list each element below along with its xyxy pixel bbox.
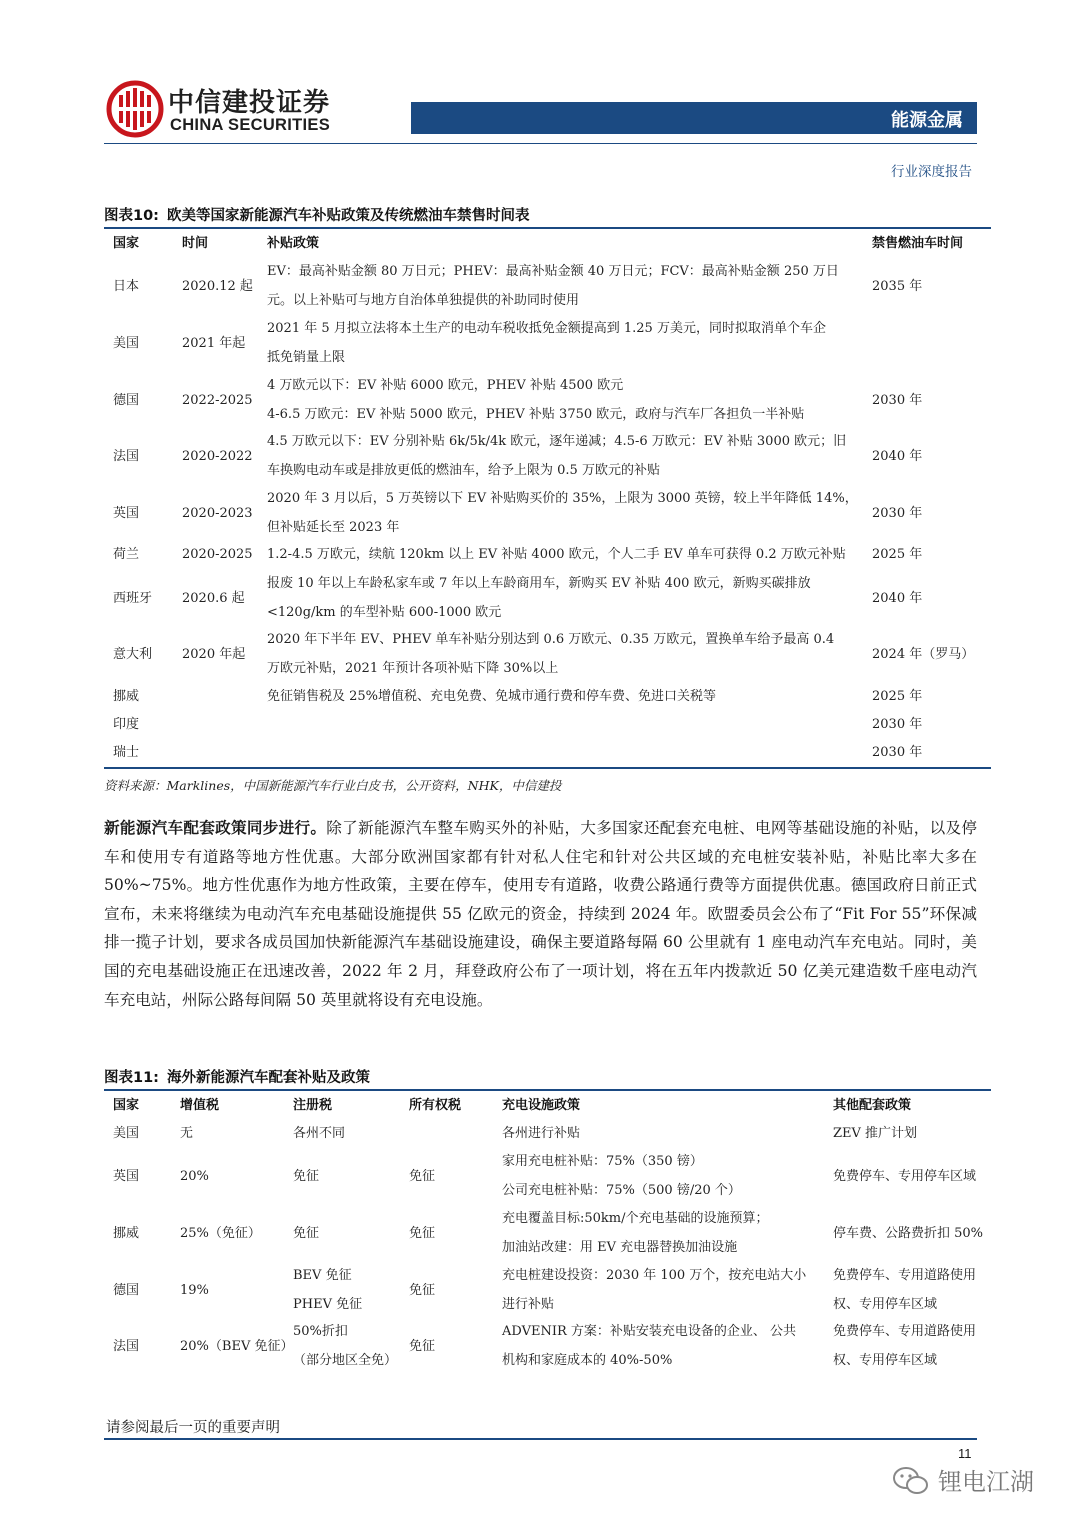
- row-country: 日本: [113, 278, 140, 294]
- row-other-policy: 免费停车、专用道路使用: [833, 1324, 977, 1339]
- row-country: 挪威: [113, 1225, 140, 1241]
- header-ownership-tax: 所有权税: [409, 1098, 462, 1113]
- header-ice-ban-year: 禁售燃油车时间: [872, 236, 964, 251]
- figure-10-caption: 欧美等国家新能源汽车补贴政策及传统燃油车禁售时间表: [166, 208, 530, 224]
- row-charging-policy: 各州进行补贴: [502, 1126, 581, 1141]
- row-ban-year: 2040 年: [872, 590, 923, 606]
- row-time: 2020 年起: [182, 646, 246, 662]
- row-other-policy: 权、专用停车区域: [833, 1296, 938, 1312]
- row-registration-tax: 各州不同: [293, 1126, 346, 1141]
- row-registration-tax: 免征: [293, 1225, 320, 1241]
- row-policy-line: 2020 年下半年 EV、PHEV 单车补贴分别达到 0.6 万欧元、0.35 万欧元，置换单车给予最高 0.4: [267, 632, 835, 647]
- row-time: 2020.12 起: [182, 278, 253, 294]
- figure-10-label: 图表10:: [104, 208, 159, 224]
- row-charging-policy: 机构和家庭成本的 40%-50%: [502, 1352, 673, 1368]
- row-other-policy: 停车费、公路费折扣 50%: [833, 1225, 984, 1241]
- row-country: 英国: [113, 505, 140, 521]
- row-policy-line: 但补贴延长至 2023 年: [267, 519, 400, 535]
- wechat-icon: [892, 1466, 930, 1496]
- row-country: 英国: [113, 1168, 140, 1184]
- row-charging-policy: ADVENIR 方案：补贴安装充电设备的企业、 公共: [502, 1324, 797, 1339]
- row-country: 美国: [113, 1126, 140, 1141]
- row-other-policy: 权、专用停车区域: [833, 1352, 938, 1368]
- row-ban-year: 2030 年: [872, 745, 923, 760]
- row-country: 德国: [113, 1282, 140, 1298]
- figure-11-label: 图表11:: [104, 1070, 159, 1086]
- row-ban-year: 2025 年: [872, 689, 923, 704]
- row-other-policy: ZEV 推广计划: [833, 1126, 918, 1141]
- watermark-text: 锂电江湖: [938, 1468, 1034, 1496]
- row-country: 美国: [113, 335, 140, 351]
- row-policy-line: 4-6.5 万欧元：EV 补贴 5000 欧元，PHEV 补贴 3750 欧元，政府与汽车厂各担负一半补贴: [267, 406, 805, 422]
- row-vat: 25%（免征）: [180, 1225, 261, 1241]
- row-policy-line: 1.2-4.5 万欧元，续航 120km 以上 EV 补贴 4000 欧元，个人二手 EV 单车可获得 0.2 万欧元补贴: [267, 547, 846, 562]
- row-charging-policy: 家用充电桩补贴：75%（350 镑）: [502, 1154, 703, 1169]
- row-policy-line: 2020 年 3 月以后，5 万英镑以下 EV 补贴购买价的 35%，上限为 3000 英镑，较上半年降低 14%，: [267, 491, 858, 506]
- row-policy-line: 抵免销量上限: [267, 349, 346, 365]
- row-vat: 20%（BEV 免征）: [180, 1338, 294, 1354]
- section-banner: [411, 102, 977, 134]
- row-country: 瑞士: [113, 745, 140, 760]
- header-country: 国家: [113, 236, 140, 251]
- row-time: 2020-2023: [182, 505, 253, 521]
- row-time: 2020.6 起: [182, 590, 245, 606]
- header-charging-policy: 充电设施政策: [502, 1098, 581, 1113]
- row-vat: 无: [180, 1126, 194, 1141]
- row-registration-tax: 免征: [293, 1168, 320, 1184]
- row-policy-line: <120g/km 的车型补贴 600-1000 欧元: [267, 604, 502, 620]
- row-ownership-tax: 免征: [409, 1168, 436, 1184]
- row-country: 意大利: [113, 646, 153, 662]
- row-ownership-tax: 免征: [409, 1225, 436, 1241]
- row-country: 法国: [113, 1338, 140, 1354]
- row-time: 2020-2022: [182, 448, 253, 464]
- header-other-policy: 其他配套政策: [833, 1098, 912, 1113]
- row-ban-year: 2030 年: [872, 392, 923, 408]
- row-policy-line: 2021 年 5 月拟立法将本土生产的电动车税收抵免金额提高到 1.25 万美元，同时拟取消单个车企: [267, 321, 826, 336]
- header-divider: [104, 143, 977, 144]
- china-securities-logo-icon: [106, 80, 164, 138]
- row-ban-year: 2030 年: [872, 717, 923, 732]
- figure-11-caption: 海外新能源汽车配套补贴及政策: [166, 1070, 370, 1086]
- row-country: 法国: [113, 448, 140, 464]
- row-other-policy: 免费停车、专用道路使用: [833, 1268, 977, 1283]
- row-policy-line: 车换购电动车或是排放更低的燃油车，给予上限为 0.5 万欧元的补贴: [267, 462, 660, 478]
- company-logo: [106, 80, 346, 142]
- row-registration-tax: 50%折扣: [293, 1324, 348, 1339]
- logo-english-name: CHINA SECURITIES: [170, 116, 331, 134]
- row-country: 荷兰: [113, 547, 140, 562]
- body-paragraph: [104, 814, 977, 1014]
- row-policy-line: 万欧元补贴，2021 年预计各项补贴下降 30%以上: [267, 660, 559, 676]
- row-ban-year: 2024 年（罗马）: [872, 646, 975, 662]
- row-time: 2022-2025: [182, 392, 253, 408]
- header-time: 时间: [182, 236, 209, 251]
- header-subsidy-policy: 补贴政策: [267, 236, 320, 251]
- row-time: 2021 年起: [182, 335, 246, 351]
- row-registration-tax: （部分地区全免）: [293, 1352, 398, 1368]
- row-policy-line: 元。以上补贴可与地方自治体单独提供的补助同时使用: [267, 292, 580, 308]
- table-11-top-rule: [104, 1089, 991, 1091]
- row-policy-line: 4.5 万欧元以下：EV 分别补贴 6k/5k/4k 欧元，逐年递减；4.5-6 万欧元：EV 补贴 3000 欧元；旧: [267, 434, 847, 449]
- row-ban-year: 2040 年: [872, 448, 923, 464]
- figure-11-title: [104, 1066, 370, 1087]
- row-ban-year: 2030 年: [872, 505, 923, 521]
- row-charging-policy: 公司充电桩补贴：75%（500 镑/20 个）: [502, 1182, 741, 1198]
- row-ownership-tax: 免征: [409, 1338, 436, 1354]
- row-vat: 20%: [180, 1168, 209, 1184]
- row-charging-policy: 充电桩建设投资：2030 年 100 万个，按充电站大小: [502, 1268, 807, 1283]
- paragraph-lead: 新能源汽车配套政策同步进行。: [104, 819, 327, 837]
- row-country: 德国: [113, 392, 140, 408]
- row-charging-policy: 进行补贴: [502, 1296, 555, 1312]
- header-registration-tax: 注册税: [293, 1098, 333, 1113]
- row-policy-line: 免征销售税及 25%增值税、充电免费、免城市通行费和停车费、免进口关税等: [267, 689, 717, 704]
- header-vat: 增值税: [180, 1098, 220, 1113]
- row-charging-policy: 充电覆盖目标:50km/个充电基础的设施预算；: [502, 1211, 769, 1226]
- section-title: 能源金属: [891, 110, 963, 131]
- row-registration-tax: PHEV 免征: [293, 1296, 363, 1312]
- header-country: 国家: [113, 1098, 140, 1113]
- row-time: 2020-2025: [182, 547, 253, 562]
- row-ban-year: 2025 年: [872, 547, 923, 562]
- row-vat: 19%: [180, 1282, 209, 1298]
- row-charging-policy: 加油站改建：用 EV 充电器替换加油设施: [502, 1239, 738, 1255]
- logo-chinese-name: 中信建投证券: [168, 88, 331, 118]
- paragraph-body: 除了新能源汽车整车购买外的补贴，大多国家还配套充电桩、电网等基础设施的补贴，以及停车和使用专有道路等地方性优惠。大部分欧洲国家都有针对私人住宅和针对公共区域的充电桩安装补贴，补贴比率大多在 50%~75%。地方性优惠作为地方性政策，主要在停车，使用专有道路，收费公路通行费等方面提供优惠。德国政府日前正式宣布，未来将继续为电动汽车充电基础设施提供 55 亿欧元的资金，持续到 2024 年。欧盟委员会公布了“Fit For 55”环保减排一揽子计划，要求各成员国加快新能源汽车基础设施建设，确保主要道路每隔 60 公里就有 1 座电动汽车充电站。同时，美国的充电基础设施正在迅速改善，2022 年 2 月，拜登政府公布了一项计划，将在五年内拨款近 50 亿美元建造数千座电动汽车充电站，州际公路每间隔 50 英里就将设有充电设施。: [104, 819, 977, 1009]
- row-policy-line: 4 万欧元以下：EV 补贴 6000 欧元，PHEV 补贴 4500 欧元: [267, 378, 624, 393]
- page-number: 11: [958, 1446, 972, 1461]
- table-10-bottom-rule: [104, 767, 991, 769]
- table-10-top-rule: [104, 227, 991, 229]
- row-country: 挪威: [113, 689, 140, 704]
- table-10-source: 资料来源：Marklines，中国新能源汽车行业白皮书，公开资料，NHK，中信建投: [104, 778, 562, 793]
- row-policy-line: EV：最高补贴金额 80 万日元；PHEV：最高补贴金额 40 万日元；FCV：最高补贴金额 250 万日: [267, 264, 839, 279]
- row-country: 印度: [113, 717, 140, 732]
- row-ownership-tax: 免征: [409, 1282, 436, 1298]
- row-country: 西班牙: [113, 590, 153, 606]
- report-type: 行业深度报告: [891, 164, 972, 180]
- footer-divider: [104, 1438, 977, 1440]
- row-policy-line: 报废 10 年以上车龄私家车或 7 年以上车龄商用车，新购买 EV 补贴 400 欧元，新购买碳排放: [267, 576, 811, 591]
- footer-disclaimer: 请参阅最后一页的重要声明: [106, 1420, 280, 1436]
- row-registration-tax: BEV 免征: [293, 1268, 352, 1283]
- figure-10-title: [104, 204, 529, 225]
- row-ban-year: 2035 年: [872, 278, 923, 294]
- row-other-policy: 免费停车、专用停车区域: [833, 1168, 977, 1184]
